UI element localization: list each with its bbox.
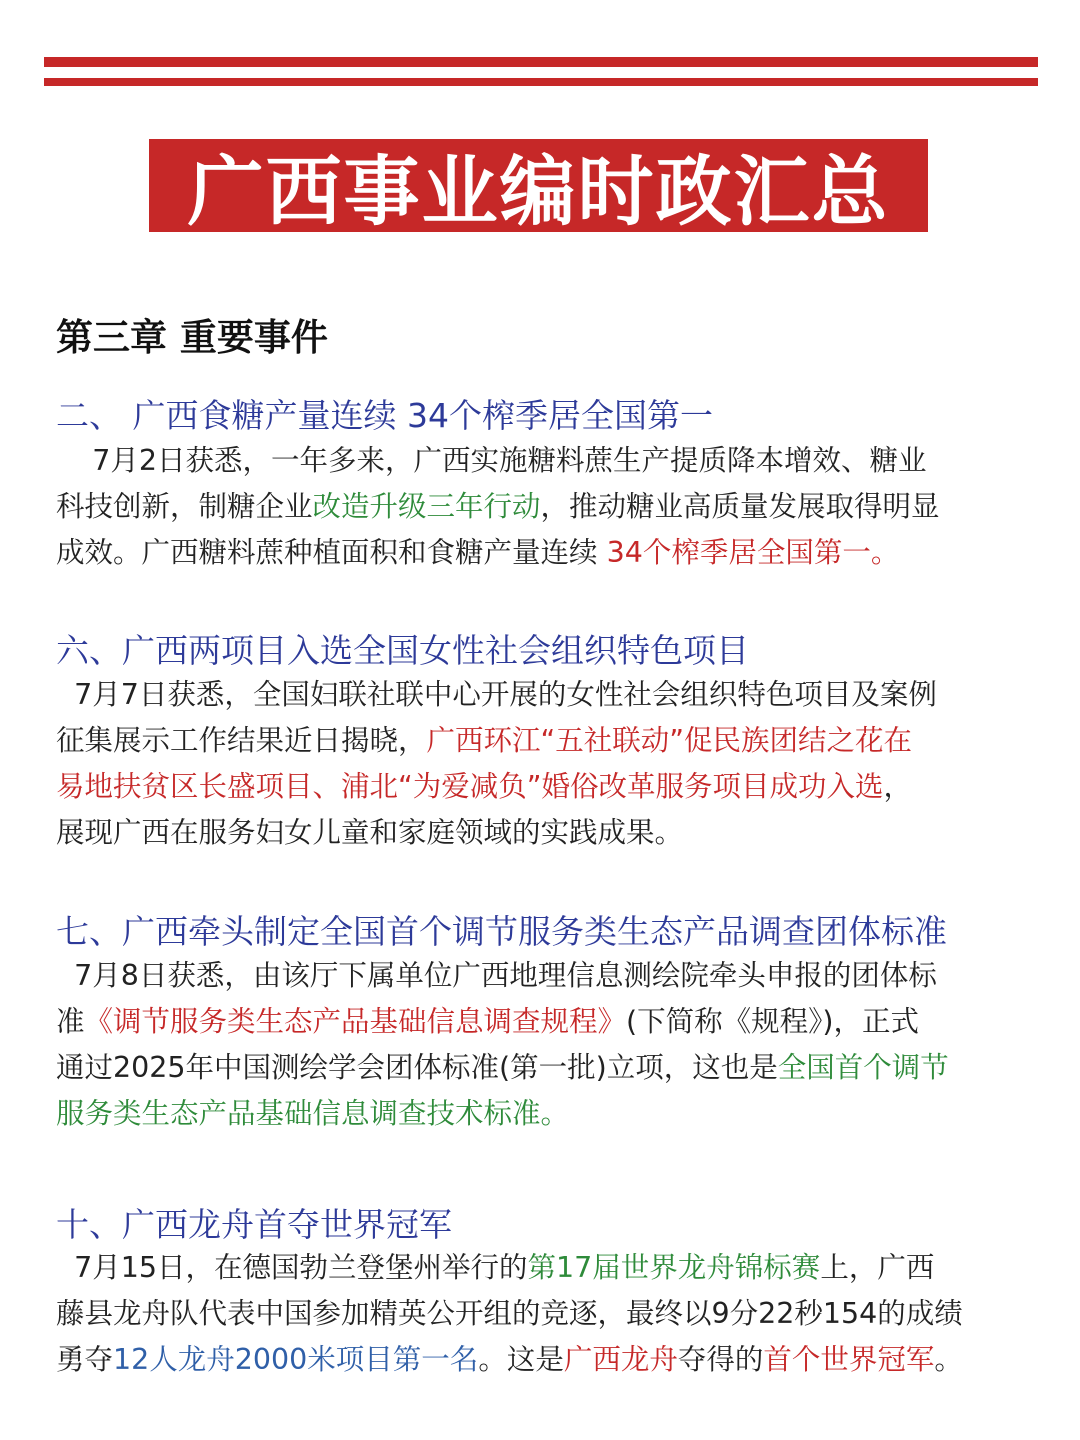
highlight-text: 34个榨季居全国第一。 bbox=[606, 536, 900, 569]
section-body-dragon-boat bbox=[56, 1245, 1046, 1383]
highlight-text: 12人龙舟2000米项目第一名 bbox=[113, 1343, 479, 1376]
highlight-text: 《调节服务类生态产品基础信息调查规程》 bbox=[84, 1005, 627, 1038]
text-run: ，推动糖业高质量发展取得明显 bbox=[540, 490, 940, 523]
section-body-women-projects bbox=[56, 672, 1046, 856]
paragraph-line bbox=[56, 1337, 1046, 1383]
text-run: 7月8日获悉，由该厅下属单位广西地理信息测绘院牵头申报的团体标 bbox=[56, 959, 937, 992]
text-run: (下简称《规程》)，正式 bbox=[626, 1005, 920, 1038]
paragraph-line bbox=[56, 530, 1046, 576]
text-run: 成效。广西糖料蔗种植面积和食糖产量连续 bbox=[56, 536, 607, 569]
text-run: 科技创新，制糖企业 bbox=[56, 490, 313, 523]
top-rule-secondary bbox=[44, 78, 1038, 86]
section-body-eco-standard bbox=[56, 953, 1046, 1137]
highlight-text: 广西环江“五社联动”促民族团结之花在 bbox=[426, 724, 913, 757]
paragraph-line bbox=[56, 999, 1046, 1045]
page-title-banner bbox=[149, 139, 928, 236]
highlight-text: 全国首个调节 bbox=[777, 1051, 949, 1084]
page-title: 广西事业编时政汇总 bbox=[187, 147, 890, 236]
paragraph-line bbox=[56, 764, 1046, 810]
section-heading-eco-standard: 七、广西牵头制定全国首个调节服务类生态产品调查团体标准 bbox=[56, 912, 947, 951]
text-run: 征集展示工作结果近日揭晓， bbox=[56, 724, 427, 757]
section-heading-dragon-boat: 十、广西龙舟首夺世界冠军 bbox=[56, 1205, 452, 1244]
section-heading-sugar: 二、 广西食糖产量连续 34个榨季居全国第一 bbox=[56, 396, 713, 435]
paragraph-line bbox=[56, 1091, 1046, 1137]
paragraph-line bbox=[56, 1291, 1046, 1337]
text-run: 7月2日获悉，一年多来，广西实施糖料蔗生产提质降本增效、糖业 bbox=[56, 444, 927, 477]
paragraph-line bbox=[56, 1245, 1046, 1291]
top-rule bbox=[44, 57, 1038, 67]
text-run: 通过2025年中国测绘学会团体标准(第一批)立项，这也是 bbox=[56, 1051, 778, 1084]
paragraph-line bbox=[56, 672, 1046, 718]
text-run: 7月7日获悉，全国妇联社联中心开展的女性社会组织特色项目及案例 bbox=[56, 678, 937, 711]
paragraph-line bbox=[56, 953, 1046, 999]
text-run: 。这是 bbox=[478, 1343, 564, 1376]
highlight-text: 服务类生态产品基础信息调查技术标准。 bbox=[56, 1097, 570, 1130]
paragraph-line bbox=[56, 718, 1046, 764]
text-run: 展现广西在服务妇女儿童和家庭领域的实践成果。 bbox=[56, 816, 684, 849]
text-run: ， bbox=[883, 770, 913, 803]
section-body-sugar bbox=[56, 438, 1046, 576]
text-run: 准 bbox=[56, 1005, 85, 1038]
paragraph-line bbox=[56, 484, 1046, 530]
highlight-text: 第17届世界龙舟锦标赛 bbox=[527, 1251, 821, 1284]
highlight-text: 广西龙舟 bbox=[563, 1343, 678, 1376]
paragraph-line bbox=[56, 1045, 1046, 1091]
text-run: 夺得的 bbox=[677, 1343, 764, 1376]
paragraph-line bbox=[56, 810, 1046, 856]
highlight-text: 易地扶贫区长盛项目、浦北“为爱减负”婚俗改革服务项目成功入选 bbox=[56, 770, 884, 803]
text-run: 勇夺 bbox=[56, 1343, 114, 1376]
text-run: 7月15日，在德国勃兰登堡州举行的 bbox=[56, 1251, 528, 1284]
text-run: 上，广西 bbox=[820, 1251, 935, 1284]
text-run: 。 bbox=[934, 1343, 963, 1376]
paragraph-line bbox=[56, 438, 1046, 484]
text-run: 藤县龙舟队代表中国参加精英公开组的竞逐，最终以9分22秒154的成绩 bbox=[56, 1297, 963, 1330]
section-heading-women-projects: 六、广西两项目入选全国女性社会组织特色项目 bbox=[56, 631, 749, 670]
highlight-text: 首个世界冠军 bbox=[763, 1343, 935, 1376]
chapter-heading: 第三章 重要事件 bbox=[56, 316, 328, 359]
highlight-text: 改造升级三年行动 bbox=[312, 490, 541, 523]
